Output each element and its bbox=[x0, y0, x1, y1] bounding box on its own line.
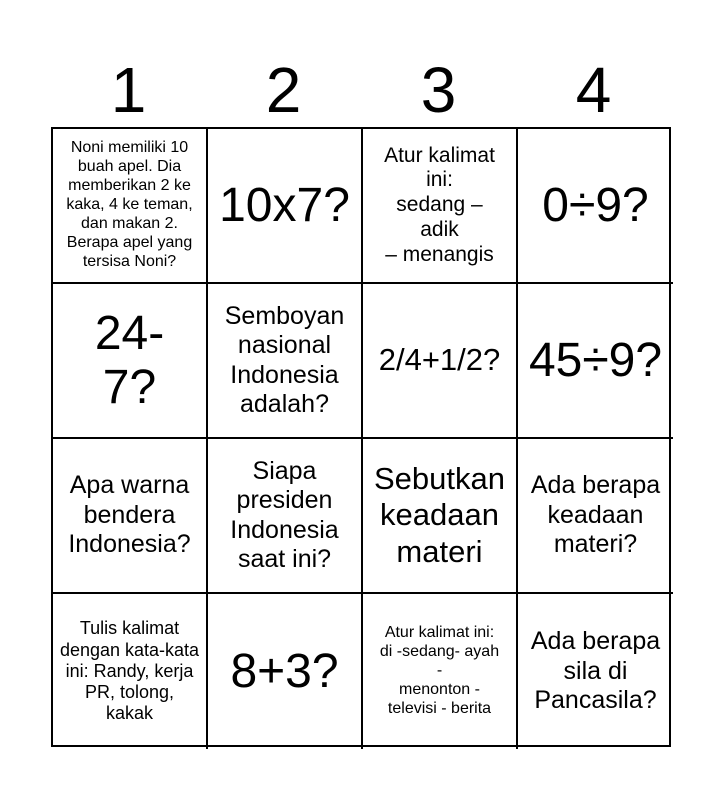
cell-text: 2/4+1/2? bbox=[378, 342, 501, 378]
bingo-cell-r4c4[interactable] bbox=[518, 594, 673, 749]
cell-text: Siapa presiden Indonesia saat ini? bbox=[230, 456, 339, 573]
cell-text: Semboyan nasional Indonesia adalah? bbox=[224, 301, 345, 418]
bingo-cell-r1c1[interactable] bbox=[53, 129, 208, 284]
cell-text: 45÷9? bbox=[528, 333, 663, 387]
bingo-cell-r4c3[interactable] bbox=[363, 594, 518, 749]
cell-text: 24- 7? bbox=[94, 306, 165, 414]
bingo-cell-r4c2[interactable] bbox=[208, 594, 363, 749]
bingo-cell-r1c2[interactable] bbox=[208, 129, 363, 284]
cell-text: Atur kalimat ini: di -sedang- ayah - menonton - televisi - berita bbox=[379, 624, 500, 717]
bingo-cell-r1c3[interactable] bbox=[363, 129, 518, 284]
bingo-cell-r2c2[interactable] bbox=[208, 284, 363, 439]
cell-text: 10x7? bbox=[219, 178, 350, 232]
bingo-cell-r3c1[interactable] bbox=[53, 439, 208, 594]
bingo-cell-r2c4[interactable] bbox=[518, 284, 673, 439]
bingo-cell-r3c3[interactable] bbox=[363, 439, 518, 594]
cell-text: 0÷9? bbox=[542, 178, 649, 232]
cell-text: Ada berapa sila di Pancasila? bbox=[530, 627, 661, 715]
column-number-2: 2 bbox=[265, 54, 302, 126]
column-number-3: 3 bbox=[420, 54, 457, 126]
column-number-1: 1 bbox=[110, 54, 147, 126]
column-number-4: 4 bbox=[575, 54, 612, 126]
cell-text: Tulis kalimat dengan kata-kata ini: Randy, kerja PR, tolong, kakak bbox=[59, 618, 200, 724]
bingo-cell-r4c1[interactable] bbox=[53, 594, 208, 749]
bingo-cell-r1c4[interactable] bbox=[518, 129, 673, 284]
bingo-cell-r2c3[interactable] bbox=[363, 284, 518, 439]
bingo-cell-r2c1[interactable] bbox=[53, 284, 208, 439]
cell-text: Ada berapa keadaan materi? bbox=[530, 471, 661, 559]
cell-text: Noni memiliki 10 buah apel. Dia memberikan 2 ke kaka, 4 ke teman, dan makan 2. Berapa apel yang tersisa Noni? bbox=[66, 139, 193, 270]
column-header bbox=[51, 52, 671, 128]
bingo-cell-r3c2[interactable] bbox=[208, 439, 363, 594]
cell-text: Apa warna bendera Indonesia? bbox=[68, 471, 191, 559]
cell-text: Sebutkan keadaan materi bbox=[374, 460, 505, 569]
bingo-cell-r3c4[interactable] bbox=[518, 439, 673, 594]
bingo-board bbox=[51, 127, 671, 747]
cell-text: Atur kalimat ini: sedang – adik – menangis bbox=[384, 143, 495, 266]
cell-text: 8+3? bbox=[230, 644, 339, 698]
